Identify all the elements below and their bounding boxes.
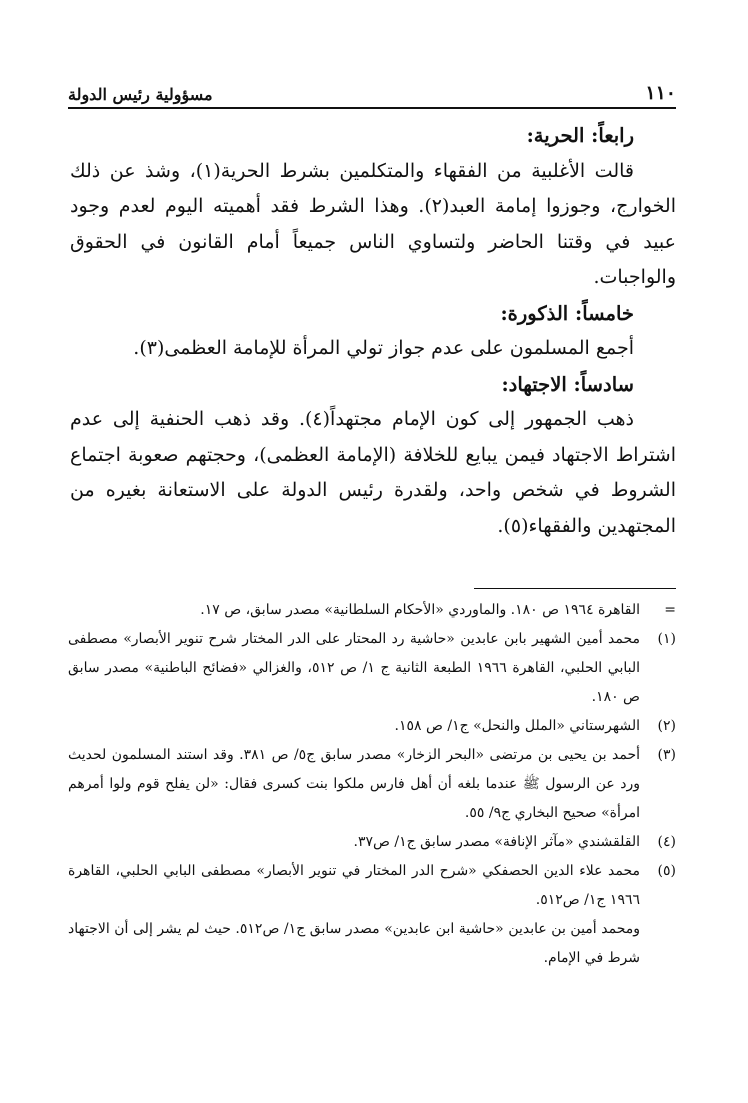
footnotes xyxy=(68,596,676,973)
footnote-5 xyxy=(68,857,676,915)
footnote-text: محمد علاء الدين الحصفكي «شرح الدر المختار في تنوير الأبصار» مصطفى البابي الحلبي، القاهرة ١٩٦٦ ج١/ ص٥١٢. xyxy=(68,863,640,908)
footnote-3 xyxy=(68,741,676,828)
footnote-continuation xyxy=(68,596,676,625)
footnote-marker: (٥) xyxy=(657,863,676,879)
footnote-separator xyxy=(474,588,676,589)
footnote-text: أحمد بن يحيى بن مرتضى «البحر الزخار» مصدر سابق ج٥/ ص ٣٨١. وقد استند المسلمون لحديث ورد عن الرسول ﷺ عندما بلغه أن أهل فارس ملكوا بنت كسرى فقال: «لن يفلح قوم ولوا أمرهم امرأة» صحيح البخاري ج٩/ ٥٥. xyxy=(68,747,641,821)
main-text xyxy=(70,118,676,544)
footnote-text: الشهرستاني «الملل والنحل» ج١/ ص ١٥٨. xyxy=(394,718,640,734)
paragraph-masculinity: أجمع المسلمون على عدم جواز تولي المرأة للإمامة العظمى(٣). xyxy=(133,337,634,359)
footnote-marker: (٣) xyxy=(657,747,676,763)
footnote-marker: (١) xyxy=(657,631,676,647)
running-title: مسؤولية رئيس الدولة xyxy=(68,85,213,104)
footnote-5-continuation: ومحمد أمين بن عابدين «حاشية ابن عابدين» مصدر سابق ج١/ ص٥١٢. حيث لم يشر إلى أن الاجتهاد شرط في الإمام. xyxy=(68,921,641,966)
section-heading-ijtihad: سادساً: الاجتهاد: xyxy=(501,372,634,396)
section-heading-masculinity: خامساً: الذكورة: xyxy=(500,301,634,325)
page-number: ١١٠ xyxy=(645,82,676,104)
footnote-4 xyxy=(68,828,676,857)
footnote-2 xyxy=(68,712,676,741)
paragraph-freedom: قالت الأغلبية من الفقهاء والمتكلمين بشرط الحرية(١)، وشذ عن ذلك الخوارج، وجوزوا إمامة العبد(٢). وهذا الشرط فقد أهميته اليوم لعدم وجود عبيد في وقتنا الحاضر ولتساوي الناس جميعاً أمام القانون في الحقوق والواجبات. xyxy=(70,159,676,288)
footnote-text: القلقشندي «مآثر الإنافة» مصدر سابق ج١/ ص٣٧. xyxy=(353,834,640,850)
section-heading-freedom: رابعاً: الحرية: xyxy=(526,124,634,147)
footnote-marker: (٤) xyxy=(657,834,676,850)
footnote-marker: = xyxy=(664,602,676,618)
running-header xyxy=(68,78,676,104)
footnote-text: محمد أمين الشهير بابن عابدين «حاشية رد المحتار على الدر المختار شرح تنوير الأبصار» مصطفى البابي الحلبي، القاهرة ١٩٦٦ الطبعة الثانية ج ١/ ص ٥١٢، والغزالي «فضائح الباطنية» مصدر سابق ص ١٨٠. xyxy=(68,631,641,705)
paragraph-ijtihad: ذهب الجمهور إلى كون الإمام مجتهداً(٤). وقد ذهب الحنفية إلى عدم اشتراط الاجتهاد فيمن يبايع للخلافة (الإمامة العظمى)، وحجتهم صعوبة اجتماع الشروط في شخص واحد، ولقدرة رئيس الدولة على الاستعانة بغيره من المجتهدين والفقهاء(٥). xyxy=(70,408,676,537)
footnote-text: القاهرة ١٩٦٤ ص ١٨٠. والماوردي «الأحكام السلطانية» مصدر سابق، ص ١٧. xyxy=(200,602,640,618)
footnote-1 xyxy=(68,625,676,712)
footnote-marker: (٢) xyxy=(657,718,676,734)
header-rule xyxy=(68,107,676,109)
